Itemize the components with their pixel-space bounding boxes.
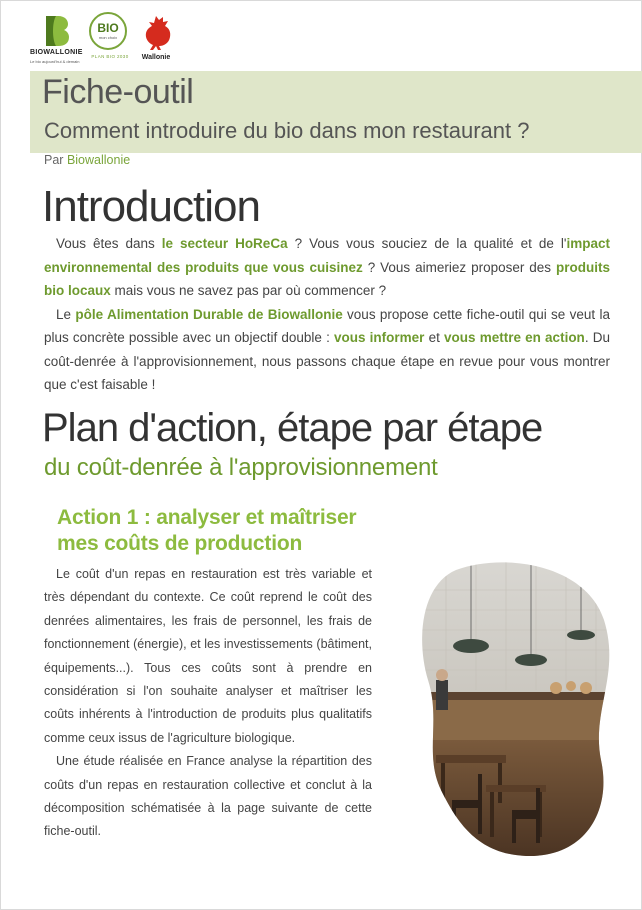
plan-bio-label: PLAN BIO 2030: [91, 54, 129, 59]
text-run: ? Vous aimeriez proposer des: [362, 259, 556, 275]
text-run: et: [424, 330, 445, 345]
text-run: vous propose cette fiche-outil qui se veut la plus concrète possible avec un objectif double :: [44, 306, 611, 345]
bio-sub-label: mon choix: [98, 35, 118, 40]
page-subtitle: Comment introduire du bio dans mon restaurant ?: [44, 118, 530, 143]
text-run: mais vous ne savez pas par où commencer ?: [110, 283, 387, 298]
highlight-action: vous mettre en action: [444, 330, 585, 345]
plan-subheading: du coût-denrée à l'approvisionnement: [44, 454, 438, 481]
rooster-icon: [140, 14, 172, 52]
page-title: Fiche-outil: [42, 73, 194, 111]
biowallonie-tagline: Le bio aujourd'hui & demain: [30, 59, 80, 64]
highlight-pole: pôle Alimentation Durable de Biowallonie: [75, 306, 343, 322]
biowallonie-logo: [30, 14, 86, 70]
intro-paragraph-1: [44, 232, 610, 303]
intro-body: [44, 232, 610, 397]
author-prefix: Par: [44, 153, 64, 167]
action-1-title-line-1: Action 1 : analyser et maîtriser: [57, 506, 357, 529]
text-run: ? Vous vous souciez de la qualité et de l': [287, 236, 567, 251]
highlight-impact: impact environnemental des produits que vous cuisinez: [44, 236, 610, 275]
action-1-body: [44, 563, 372, 844]
text-run: Vous êtes dans: [56, 236, 162, 251]
text-run: Le: [56, 306, 76, 322]
action-1-paragraph-2: Une étude réalisée en France analyse la répartition des coûts d'un repas en restauration collective et conclut à la décomposition schématisée à la page suivante de cette fiche-outil.: [44, 754, 372, 839]
restaurant-photo: [416, 560, 616, 860]
bio-mon-choix-logo: [88, 12, 132, 72]
highlight-horeca: le secteur HoReCa: [161, 236, 288, 251]
text-run: . Du coût-denrée à l'approvisionnement, nous passons chaque étape en revue pour vous montrer que c'est faisable !: [44, 330, 610, 392]
wallonie-name: Wallonie: [141, 54, 171, 61]
action-1-heading: [57, 505, 377, 557]
author-line: [44, 153, 130, 167]
plan-heading: Plan d'action, étape par étape: [42, 406, 543, 450]
action-1-paragraph-1: Le coût d'un repas en restauration est très variable et très dépendant du contexte. Ce coût reprend le coût des denrées alimentaires, les frais de personnel, les frais de fonctionnement (énergie), et les investissements (bâtiment, équipements...). Tous ces coûts sont à prendre en considération si l'on souhaite analyser et maîtriser les coûts inhérents à l'introduction de produits plus qualitatifs comme ceux issus de l'agriculture biologique.: [44, 567, 372, 745]
bio-label: BIO: [97, 21, 119, 35]
action-1-title-line-2: mes coûts de production: [57, 532, 303, 555]
biowallonie-name: BIOWALLONIE: [30, 49, 83, 56]
highlight-informer: vous informer: [334, 330, 425, 345]
biowallonie-b-icon: [44, 14, 70, 48]
intro-paragraph-2: [44, 303, 610, 397]
author-name: Biowallonie: [66, 153, 131, 167]
wallonie-logo: [138, 14, 174, 70]
intro-heading: Introduction: [42, 182, 260, 231]
highlight-bio-locaux: produits bio locaux: [44, 259, 610, 298]
